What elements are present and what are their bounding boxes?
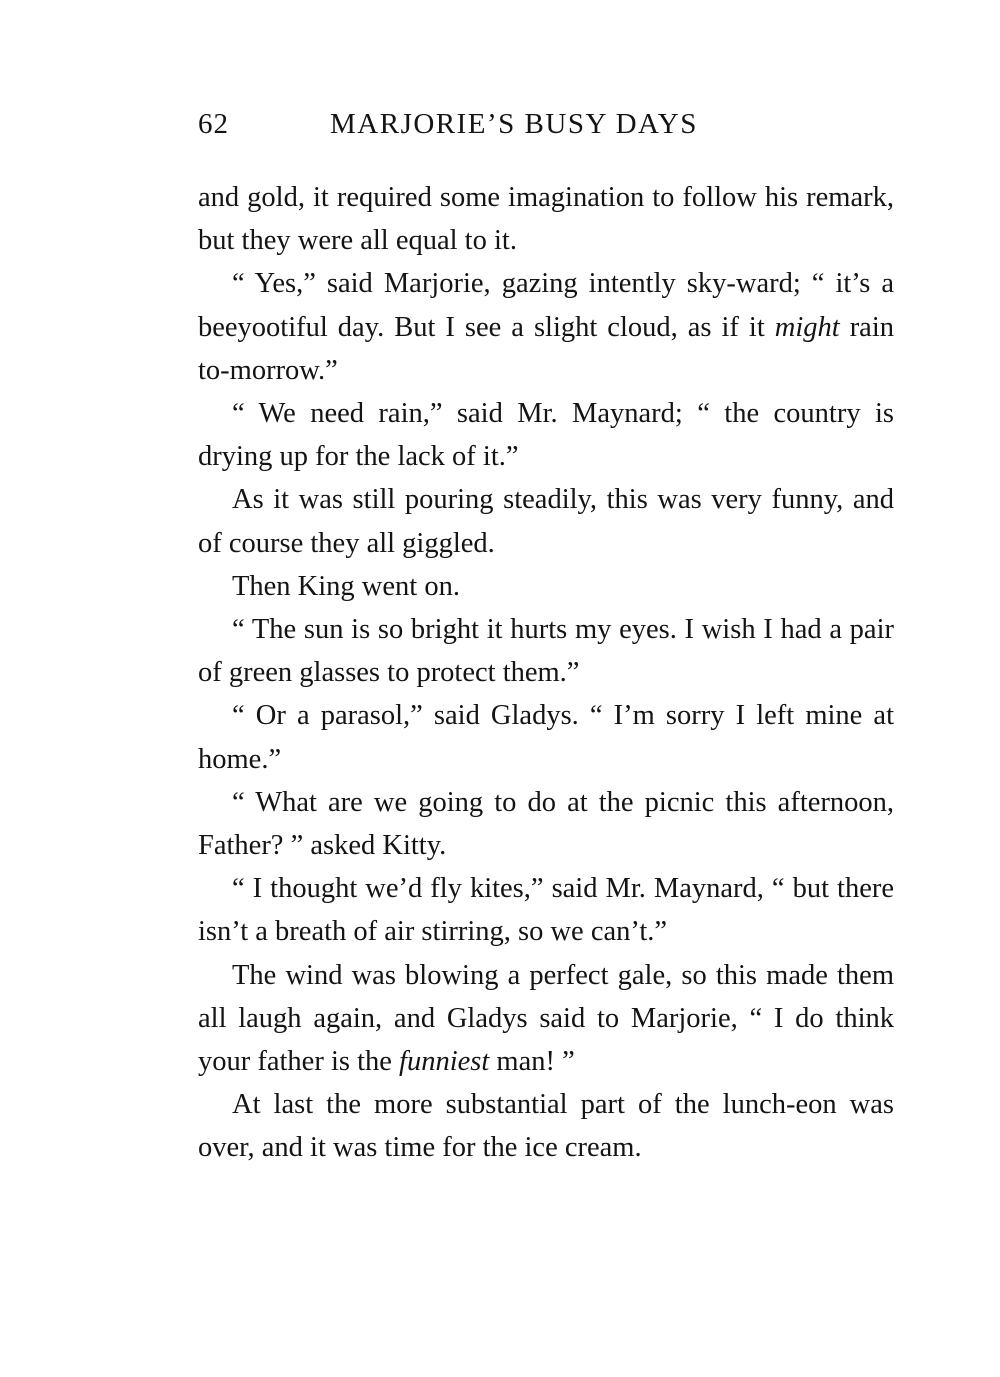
paragraph-text: As it was still pouring steadily, this was very funny, and of course they all giggled.	[198, 484, 894, 559]
paragraph	[198, 176, 894, 262]
paragraph	[198, 262, 894, 392]
paragraph	[198, 781, 894, 867]
paragraph-text: “ Or a parasol,” said Gladys. “ I’m sorry I left mine at home.”	[198, 700, 894, 775]
paragraph	[198, 608, 894, 694]
paragraph	[198, 565, 894, 608]
paragraph-text: At last the more substantial part of the lunch-eon was over, and it was time for the ice cream.	[198, 1089, 894, 1164]
paragraph-text: Then King went on.	[232, 570, 460, 602]
paragraph	[198, 867, 894, 953]
paragraph-text: “ We need rain,” said Mr. Maynard; “ the country is drying up for the lack of it.”	[198, 398, 894, 473]
italic-text: funniest	[399, 1046, 490, 1078]
page-number: 62	[198, 108, 229, 140]
paragraph	[198, 392, 894, 478]
paragraph	[198, 1083, 894, 1169]
book-page	[198, 108, 894, 1170]
paragraph-text: man! ”	[489, 1046, 575, 1078]
running-title: MARJORIE’S BUSY DAYS	[330, 108, 698, 140]
paragraph	[198, 954, 894, 1084]
body-text	[198, 176, 894, 1170]
paragraph-text: “ I thought we’d fly kites,” said Mr. Maynard, “ but there isn’t a breath of air stirring, so we can’t.”	[198, 873, 894, 948]
paragraph-text: The wind was blowing a perfect gale, so this made them all laugh again, and Gladys said to Marjorie, “ I do think your father is the	[198, 959, 894, 1078]
paragraph	[198, 478, 894, 564]
paragraph	[198, 694, 894, 780]
italic-text: might	[774, 311, 840, 343]
paragraph-text: “ Yes,” said Marjorie, gazing intently sky-ward; “ it’s a beeyootiful day. But I see a slight cloud, as if it	[198, 268, 894, 343]
paragraph-text: “ What are we going to do at the picnic this afternoon, Father? ” asked Kitty.	[198, 786, 894, 862]
paragraph-text: rain to-morrow.”	[198, 311, 895, 386]
paragraph-text: “ The sun is so bright it hurts my eyes. I wish I had a pair of green glasses to protect them.”	[198, 614, 894, 689]
page-header	[198, 108, 894, 152]
paragraph-text: and gold, it required some imagination to follow his remark, but they were all equal to it.	[198, 182, 894, 257]
